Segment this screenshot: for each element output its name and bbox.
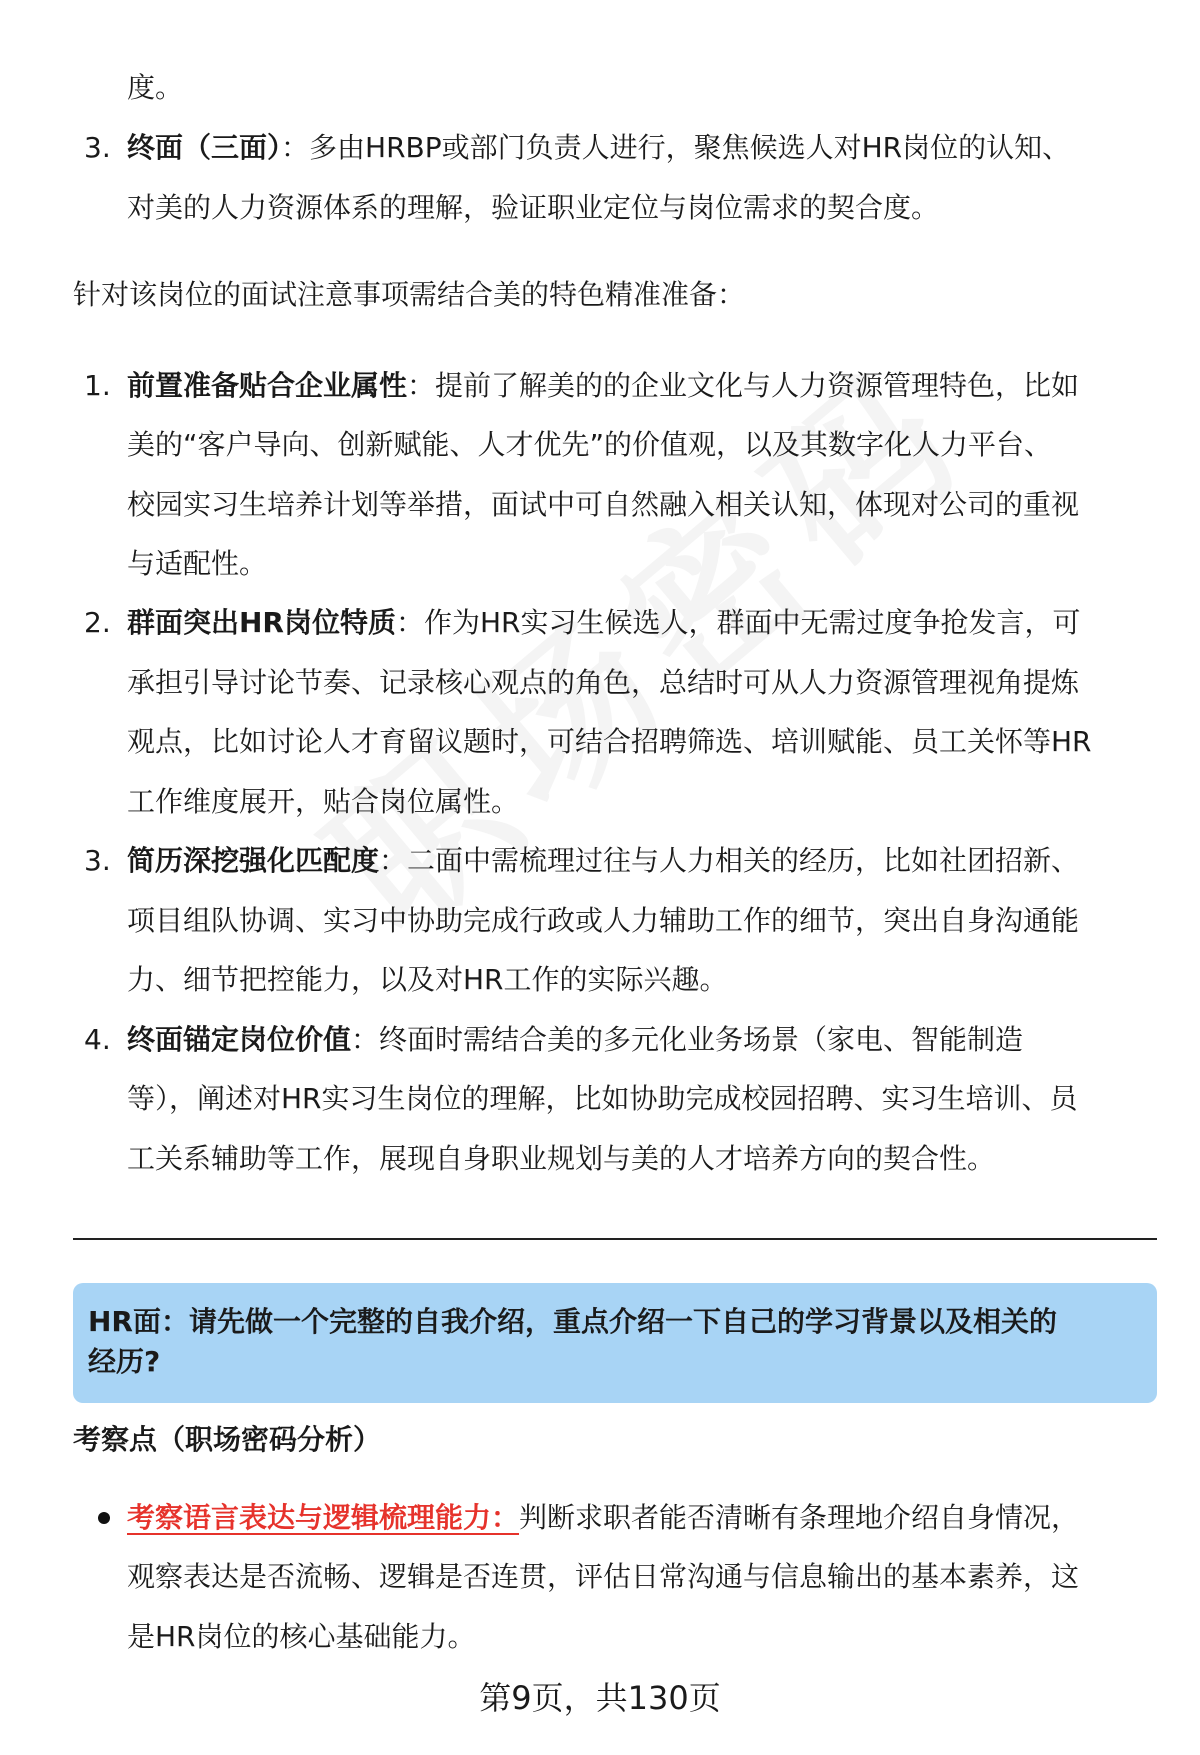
item3-text1: ：二面中需梳理过往与人力相关的经历，比如社团招新、 (379, 844, 1080, 877)
section-title: 考察点（职场密码分析） (73, 1423, 382, 1456)
point-line1 (127, 1498, 1079, 1538)
item1-number: 1. (84, 369, 111, 402)
item2-text1: ：作为HR实习生候选人，群面中无需过度争抢发言，可 (396, 606, 1081, 639)
point-line3: 是HR岗位的核心基础能力。 (127, 1620, 476, 1653)
item3-line3: 力、细节把控能力，以及对HR工作的实际兴趣。 (127, 963, 728, 996)
item3-line2: 项目组队协调、实习中协助完成行政或人力辅助工作的细节，突出自身沟通能 (127, 904, 1080, 937)
item3-line1 (127, 841, 1079, 881)
round3-text1: ：多由HRBP或部门负责人进行，聚焦候选人对HR岗位的认知、 (281, 131, 1071, 164)
round3-line1 (127, 128, 1070, 168)
question-line1: HR面：请先做一个完整的自我介绍，重点介绍一下自己的学习背景以及相关的 (88, 1305, 1057, 1338)
round3-number: 3. (84, 131, 111, 164)
page-footer: 第9页，共130页 (479, 1679, 721, 1717)
item2-number: 2. (84, 606, 111, 639)
item2-line3: 观点，比如讨论人才育留议题时，可结合招聘筛选、培训赋能、员工关怀等HR (127, 725, 1092, 758)
intro-tail: 度。 (127, 71, 184, 104)
question-box (73, 1283, 1157, 1403)
notes-intro: 针对该岗位的面试注意事项需结合美的特色精准准备： (73, 278, 746, 311)
item2-bold: 群面突出HR岗位特质 (127, 606, 396, 639)
round3-bold: 终面（三面） (127, 131, 282, 164)
point-line2: 观察表达是否流畅、逻辑是否连贯，评估日常沟通与信息输出的基本素养，这 (127, 1560, 1080, 1593)
item4-line1 (127, 1020, 1023, 1060)
item2-line4: 工作维度展开，贴合岗位属性。 (127, 785, 520, 818)
item4-bold: 终面锚定岗位价值 (127, 1023, 352, 1056)
item4-number: 4. (84, 1023, 111, 1056)
item4-line2: 等），阐述对HR实习生岗位的理解，比如协助完成校园招聘、实习生培训、员 (127, 1082, 1078, 1115)
item1-text1: ：提前了解美的的企业文化与人力资源管理特色，比如 (407, 369, 1080, 402)
round3-line2: 对美的人力资源体系的理解，验证职业定位与岗位需求的契合度。 (127, 191, 940, 224)
item1-bold: 前置准备贴合企业属性 (127, 369, 408, 402)
item2-line1 (127, 603, 1081, 643)
bullet-dot (98, 1512, 110, 1524)
item3-number: 3. (84, 844, 111, 877)
item3-bold: 简历深挖强化匹配度 (127, 844, 380, 877)
item2-line2: 承担引导讨论节奏、记录核心观点的角色，总结时可从人力资源管理视角提炼 (127, 666, 1080, 699)
question-line2: 经历? (88, 1345, 161, 1378)
item4-line3: 工关系辅助等工作，展现自身职业规划与美的人才培养方向的契合性。 (127, 1142, 996, 1175)
section-divider (73, 1238, 1157, 1240)
item1-line2: 美的“客户导向、创新赋能、人才优先”的价值观，以及其数字化人力平台、 (127, 428, 1053, 461)
point-text1: 判断求职者能否清晰有条理地介绍自身情况， (519, 1501, 1080, 1534)
item1-line3: 校园实习生培养计划等举措，面试中可自然融入相关认知，体现对公司的重视 (127, 488, 1080, 521)
point-highlight: 考察语言表达与逻辑梳理能力： (127, 1501, 520, 1534)
item4-text1: ：终面时需结合美的多元化业务场景（家电、智能制造 (351, 1023, 1024, 1056)
item1-line1 (127, 366, 1079, 406)
item1-line4: 与适配性。 (127, 547, 268, 580)
